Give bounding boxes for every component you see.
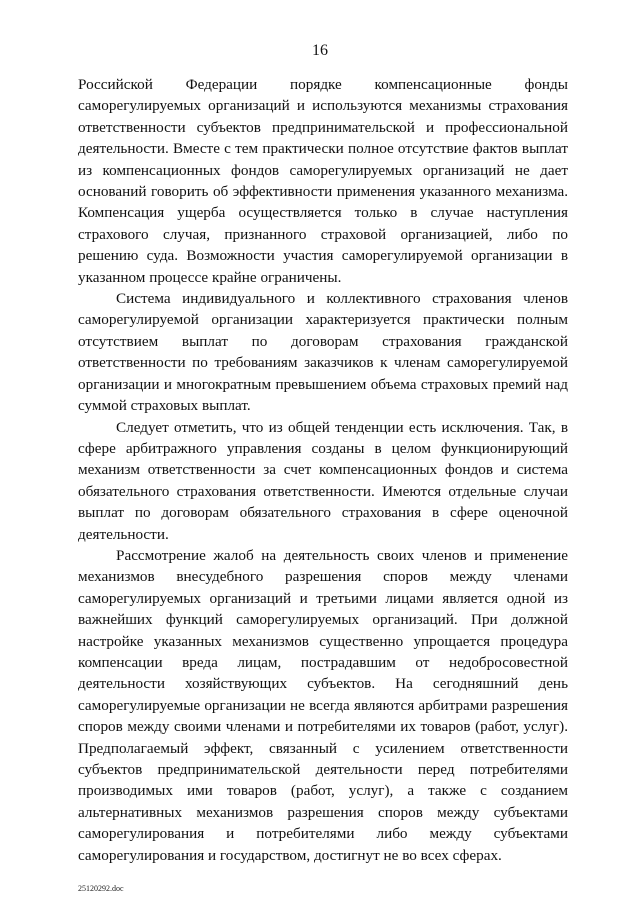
- footer-file-code: 25120292.doc: [78, 884, 124, 893]
- paragraph-insurance-system: Система индивидуального и коллективного страхования членов саморегулируемой организации характеризуется практически полным отсутствием выплат по договорам страхования гражданской ответственности по требованиям заказчиков к членам саморегулируемой организации и многократным превышением объема страховых премий над суммой страховых выплат.: [78, 290, 568, 415]
- page-number: 16: [312, 42, 328, 59]
- paragraph-complaints: Рассмотрение жалоб на деятельность своих членов и применение механизмов внесудебного разрешения споров между членами саморегулируемых организаций и третьими лицами является одной из важнейших функций саморегулируемых организаций. При должной настройке указанных механизмов существенно упрощается процедура компенсации вреда лицам, пострадавшим от недобросовестной деятельности хозяйствующих субъектов. На сегодняшний день саморегулируемые организации не всегда являются арбитрами разрешения споров между своими членами и потребителями их товаров (работ, услуг). Предполагаемый эффект, связанный с усилением ответственности субъектов предпринимательской деятельности перед потребителями производимых ими товаров (работ, услуг), а также с созданием альтернативных механизмов разрешения споров между субъектами саморегулирования и потребителями либо между субъектами саморегулирования и государством, достигнут не во всех сферах.: [78, 546, 568, 864]
- paragraph-continuation: Российской Федерации порядке компенсационные фонды саморегулируемых организаций и используются механизмы страхования ответственности субъектов предпринимательской и профессиональной деятельности. Вместе с тем практически полное отсутствие фактов выплат из компенсационных фондов саморегулируемых организаций не дает оснований говорить об эффективности применения указанного механизма. Компенсация ущерба осуществляется только в случае наступления страхового случая, признанного страховой организацией, либо по решению суда. Возможности участия саморегулируемой организации в указанном процессе крайне ограничены.: [78, 76, 568, 286]
- document-body: [78, 74, 568, 866]
- paragraph-exceptions: Следует отметить, что из общей тенденции есть исключения. Так, в сфере арбитражного управления созданы в целом функционирующий механизм ответственности за счет компенсационных фондов и система обязательного страхования ответственности. Имеются отдельные случаи выплат по договорам обязательного страхования в сфере оценочной деятельности.: [78, 418, 568, 543]
